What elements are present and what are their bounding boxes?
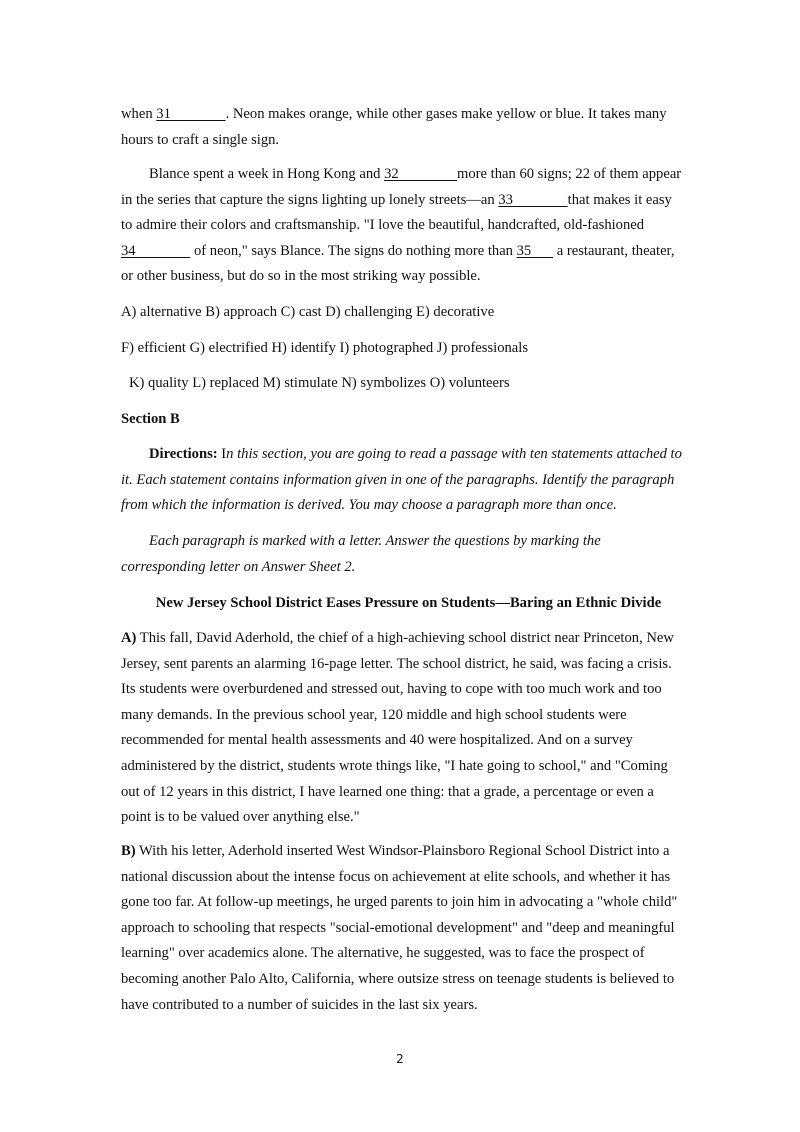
paragraph-text: With his letter, Aderhold inserted West Windsor-Plainsboro Regional School District into a national discussion about the intense focus on achievement at elite schools, and whether it has gone too far. At follow-up meetings, he urged parents to join him in advocating a "whole child" approach to schooling that respects "social-emotional development" and "deep and meaningful learning" over academics alone. The alternative, he suggested, was to face the prospect of becoming another Palo Alto, California, where outsize stress on teenage students is believed to have contributed to a number of suicides in the last six years.	[121, 843, 678, 1013]
options-row-2: F) efficient G) electrified H) identify I) photographed J) professionals	[121, 340, 529, 356]
cloze-paragraph-2	[121, 162, 684, 290]
instruction-text: Each paragraph is marked with a letter. Answer the questions by marking the corresponding letter on Answer Sheet 2.	[121, 533, 601, 575]
options-row-3: K) quality L) replaced M) stimulate N) symbolizes O) volunteers	[129, 375, 510, 391]
passage-title: New Jersey School District Eases Pressure on Students—Baring an Ethnic Divide	[155, 595, 662, 611]
cloze-text: a restaurant, theater, or other business, but do so in the most striking way possible.	[121, 242, 675, 285]
cloze-text: . Neon makes orange, while other gases make yellow or blue. It takes many hours to craft a single sign.	[121, 106, 667, 148]
instruction-paragraph	[121, 529, 684, 580]
blank-34: 34	[121, 242, 191, 259]
paragraph-b	[121, 839, 684, 1018]
paragraph-letter: A)	[121, 630, 137, 646]
page-number: 2	[396, 1052, 404, 1066]
options-row-1: A) alternative B) approach C) cast D) challenging E) decorative	[121, 304, 495, 320]
directions-first: I	[217, 446, 227, 462]
cloze-paragraph-1	[121, 102, 684, 153]
cloze-text: Blance spent a week in Hong Kong and	[149, 166, 385, 182]
blank-32: 32	[384, 166, 458, 182]
directions-paragraph	[121, 442, 684, 519]
cloze-text: of neon," says Blance. The signs do nothing more than	[190, 242, 517, 259]
paragraph-letter: B)	[121, 843, 136, 859]
paragraph-a	[121, 626, 684, 831]
directions-label: Directions:	[149, 446, 218, 462]
directions-text: n this section, you are going to read a passage with ten statements attached to it. Each statement contains information given in one of the paragraphs. Identify the paragraph from which the information is derived. You may choose a paragraph more than once.	[121, 446, 682, 514]
cloze-text: when	[121, 106, 157, 122]
blank-35: 35	[516, 242, 554, 259]
blank-31: 31	[156, 106, 226, 122]
section-heading: Section B	[121, 411, 180, 427]
cloze-text: more than 60 signs; 22 of them appear in the series that capture the signs lighting up lonely streets—an	[121, 166, 682, 208]
paragraph-text: This fall, David Aderhold, the chief of a high-achieving school district near Princeton, New Jersey, sent parents an alarming 16-page letter. The school district, he said, was facing a crisis. Its students were overburdened and stressed out, having to cope with too much work and too many demands. In the previous school year, 120 middle and high school students were recommended for mental health assessments and 40 were hospitalized. And on a survey administered by the district, students wrote things like, "I hate going to school," and "Coming out of 12 years in this district, I have learned one thing: that a grade, a percentage or even a point is to be valued over anything else."	[121, 630, 674, 826]
cloze-text: that makes it easy to admire their colors and craftsmanship. "I love the beautiful, handcrafted, old-fashioned	[121, 191, 672, 234]
blank-33: 33	[498, 191, 568, 208]
